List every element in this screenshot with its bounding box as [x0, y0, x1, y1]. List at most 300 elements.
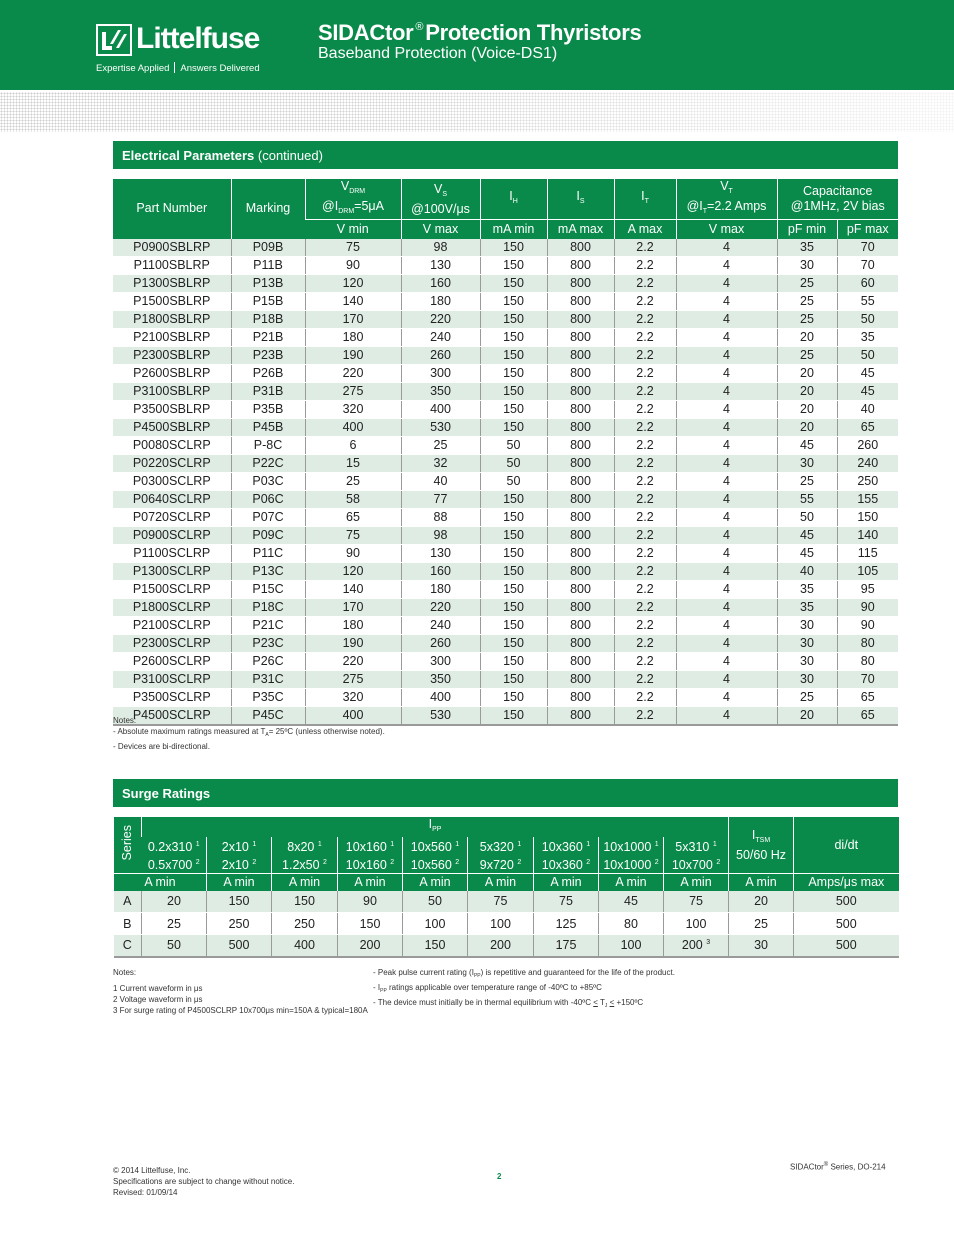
table-cell — [599, 913, 664, 935]
table-cell: 115 — [837, 544, 898, 562]
note-r2-subscript: PP — [380, 988, 387, 994]
table-cell: 40 — [777, 562, 837, 580]
cell-value: 100 — [685, 916, 707, 931]
table-cell: 4 — [676, 382, 777, 400]
table-cell: 800 — [547, 292, 614, 310]
note-r3-le: < — [593, 998, 598, 1007]
unit-cell: A min — [114, 874, 207, 891]
table-cell: P3500SBLRP — [113, 400, 231, 418]
table-row — [113, 526, 898, 544]
cell-value: 80 — [624, 916, 638, 931]
table-cell: P2300SBLRP — [113, 346, 231, 364]
table-cell: 105 — [837, 562, 898, 580]
footer-series — [790, 1162, 886, 1172]
table-cell: 4 — [676, 580, 777, 598]
table-cell: 260 — [401, 634, 480, 652]
table-cell: 65 — [837, 706, 898, 725]
unit-cell: A min — [729, 874, 794, 891]
table-cell: P3100SCLRP — [113, 670, 231, 688]
table-row — [113, 418, 898, 436]
table-row — [113, 274, 898, 292]
table-cell: 50 — [480, 472, 547, 490]
waveform-header — [272, 837, 338, 874]
cell-value: B — [123, 916, 132, 931]
table-cell: 80 — [837, 634, 898, 652]
is-subscript: S — [579, 198, 585, 205]
table-cell: 150 — [480, 670, 547, 688]
table-cell: 50 — [480, 454, 547, 472]
table-cell: 190 — [305, 346, 401, 364]
cell-value: A — [123, 894, 132, 909]
table-cell: 150 — [480, 526, 547, 544]
waveform-current: 10x560 — [410, 840, 452, 854]
unit-cell: pF min — [777, 220, 837, 239]
waveform-header — [534, 837, 599, 874]
table-cell: 800 — [547, 688, 614, 706]
dot-pattern-fade — [0, 92, 954, 132]
note-r2-b: ratings applicable over temperature range of -40ºC to +85ºC — [386, 983, 602, 992]
table-cell: P0640SCLRP — [113, 490, 231, 508]
table-cell: 4 — [676, 634, 777, 652]
table-cell — [338, 891, 403, 913]
footnote-1: 1 — [252, 841, 257, 848]
table-cell: P2100SCLRP — [113, 616, 231, 634]
table-row — [113, 634, 898, 652]
table-cell: 250 — [837, 472, 898, 490]
footnote-2: 2 — [517, 859, 522, 866]
col-part-number: Part Number — [113, 179, 231, 239]
table-cell — [142, 891, 207, 913]
unit-cell: A min — [338, 874, 403, 891]
table-cell: P21B — [231, 328, 305, 346]
electrical-notes-title: Notes: — [113, 716, 137, 725]
itsm-symbol: I — [751, 827, 756, 842]
surge-note-r2 — [373, 982, 675, 997]
littelfuse-logo — [96, 22, 276, 74]
ipp-symbol: I — [428, 817, 433, 831]
col-ipp — [142, 817, 729, 837]
table-cell: 32 — [401, 454, 480, 472]
table-row — [113, 256, 898, 274]
table-cell: P0900SBLRP — [113, 239, 231, 257]
table-cell: 170 — [305, 598, 401, 616]
cell-value: 400 — [294, 938, 315, 953]
surge-note-r1 — [373, 967, 675, 982]
table-cell: P35C — [231, 688, 305, 706]
surge-note-3: 3 For surge rating of P4500SCLRP 10x700μs min=150A & typical=180A — [113, 1006, 368, 1015]
table-cell: P45C — [231, 706, 305, 725]
waveform-current: 10x360 — [541, 840, 583, 854]
table-cell: 150 — [480, 274, 547, 292]
table-cell: 90 — [305, 256, 401, 274]
table-cell: 800 — [547, 328, 614, 346]
table-cell: 800 — [547, 382, 614, 400]
footnote-1: 1 — [195, 841, 200, 848]
table-cell: 30 — [777, 256, 837, 274]
table-cell: 4 — [676, 292, 777, 310]
table-cell: 800 — [547, 346, 614, 364]
page-subtitle: Baseband Protection (Voice-DS1) — [318, 45, 558, 62]
table-row — [113, 292, 898, 310]
footnote-1: 1 — [455, 841, 460, 848]
unit-cell: A min — [664, 874, 729, 891]
table-row — [113, 580, 898, 598]
surge-note-r3 — [373, 997, 675, 1012]
table-row — [113, 472, 898, 490]
table-cell: 150 — [480, 634, 547, 652]
table-cell: P2600SBLRP — [113, 364, 231, 382]
footnote-1: 1 — [712, 841, 717, 848]
table-cell: 2.2 — [614, 328, 676, 346]
vs-symbol: V — [433, 181, 443, 196]
table-cell: 4 — [676, 688, 777, 706]
waveform-header — [338, 837, 403, 874]
tagline-left: Expertise Applied — [96, 63, 170, 74]
table-cell: 25 — [305, 472, 401, 490]
unit-cell: A min — [272, 874, 338, 891]
vt-subscript: T — [728, 188, 733, 195]
table-cell: P0720SCLRP — [113, 508, 231, 526]
waveform-voltage: 1.2x50 — [282, 858, 320, 872]
table-cell: 45 — [837, 382, 898, 400]
table-cell: 88 — [401, 508, 480, 526]
footnote-1: 1 — [654, 841, 659, 848]
table-cell — [272, 935, 338, 957]
table-row — [113, 544, 898, 562]
footnote-1: 1 — [390, 841, 395, 848]
table-cell: 2.2 — [614, 274, 676, 292]
table-cell: 20 — [777, 364, 837, 382]
note-r3-a: - The device must initially be in thermal equilibrium with -40ºC — [373, 998, 594, 1007]
table-cell: 150 — [480, 508, 547, 526]
waveform-voltage: 9x720 — [479, 858, 514, 872]
cell-value: 150 — [228, 894, 250, 909]
table-cell: 2.2 — [614, 400, 676, 418]
table-cell: 800 — [547, 490, 614, 508]
table-cell: P26C — [231, 652, 305, 670]
col-capacitance — [777, 179, 898, 220]
table-cell: 800 — [547, 274, 614, 292]
table-cell: 4 — [676, 346, 777, 364]
surge-note-1: 1 Current waveform in μs — [113, 984, 203, 993]
waveform-current: 2x10 — [221, 840, 249, 854]
vdrm-cond-subscript: DRM — [338, 208, 355, 215]
table-cell: 300 — [401, 652, 480, 670]
series-label: Series — [119, 825, 134, 861]
vdrm-cond-a: @I — [322, 199, 339, 213]
footnote-2: 2 — [455, 859, 460, 866]
table-cell: 35 — [837, 328, 898, 346]
table-cell: 2.2 — [614, 598, 676, 616]
table-cell: 4 — [676, 616, 777, 634]
table-row — [113, 436, 898, 454]
note1-b: = 25ºC (unless otherwise noted). — [268, 727, 385, 736]
table-cell: 150 — [480, 239, 547, 257]
unit-cell: A min — [599, 874, 664, 891]
waveform-current: 10x1000 — [603, 840, 652, 854]
it-symbol: I — [641, 189, 645, 203]
table-cell — [272, 891, 338, 913]
table-cell: 800 — [547, 580, 614, 598]
table-cell: 65 — [837, 418, 898, 436]
table-cell: 25 — [777, 346, 837, 364]
table-row — [113, 670, 898, 688]
table-cell — [403, 935, 468, 957]
table-cell: P07C — [231, 508, 305, 526]
footer-left — [113, 1165, 294, 1198]
footnote-1: 1 — [517, 841, 522, 848]
table-cell: 98 — [401, 239, 480, 257]
table-cell: 30 — [777, 670, 837, 688]
table-row — [113, 364, 898, 382]
table-cell: 275 — [305, 670, 401, 688]
table-cell: P15C — [231, 580, 305, 598]
table-row — [113, 239, 898, 257]
col-ih — [480, 179, 547, 220]
electrical-note-2: - Devices are bi-directional. — [113, 742, 210, 751]
cell-value: 500 — [835, 916, 857, 931]
table-cell: 2.2 — [614, 292, 676, 310]
table-cell: P1500SCLRP — [113, 580, 231, 598]
table-cell: 4 — [676, 364, 777, 382]
table-cell — [207, 891, 272, 913]
cell-value: 125 — [555, 916, 577, 931]
unit-cell: mA min — [480, 220, 547, 239]
table-cell: P1800SCLRP — [113, 598, 231, 616]
table-cell: 20 — [777, 706, 837, 725]
table-cell: 4 — [676, 256, 777, 274]
table-cell: 2.2 — [614, 364, 676, 382]
waveform-current: 5x320 — [479, 840, 514, 854]
table-cell: 2.2 — [614, 544, 676, 562]
table-cell: 4 — [676, 400, 777, 418]
table-cell — [207, 935, 272, 957]
table-cell: P0220SCLRP — [113, 454, 231, 472]
table-cell: P09C — [231, 526, 305, 544]
table-cell: 50 — [777, 508, 837, 526]
note-r3-c: +150ºC — [614, 998, 644, 1007]
table-cell: 120 — [305, 274, 401, 292]
surge-ratings-table — [113, 817, 899, 958]
table-cell: 2.2 — [614, 652, 676, 670]
table-cell: 180 — [305, 616, 401, 634]
cell-value: 150 — [294, 894, 315, 909]
table-cell: 800 — [547, 454, 614, 472]
table-cell: 150 — [480, 346, 547, 364]
note1-subscript: A — [265, 732, 269, 738]
table-cell: 180 — [305, 328, 401, 346]
footnote-2: 2 — [390, 859, 395, 866]
table-cell: 4 — [676, 328, 777, 346]
table-cell: 50 — [837, 346, 898, 364]
waveform-header — [599, 837, 664, 874]
table-cell — [338, 913, 403, 935]
unit-cell: Amps/μs max — [794, 874, 899, 891]
col-vdrm — [305, 179, 401, 220]
vs-subscript: S — [442, 190, 447, 198]
table-cell: 2.2 — [614, 490, 676, 508]
table-cell: P2300SCLRP — [113, 634, 231, 652]
table-cell: 4 — [676, 274, 777, 292]
cell-value: 25 — [754, 916, 768, 931]
table-cell: 400 — [401, 688, 480, 706]
table-cell — [114, 913, 142, 935]
table-cell: 800 — [547, 598, 614, 616]
table-cell: 800 — [547, 652, 614, 670]
table-cell: P3500SCLRP — [113, 688, 231, 706]
col-is — [547, 179, 614, 220]
cell-value: 100 — [424, 916, 446, 931]
table-cell: 800 — [547, 562, 614, 580]
table-cell: 170 — [305, 310, 401, 328]
table-cell — [729, 891, 794, 913]
table-cell: 140 — [305, 580, 401, 598]
table-cell: 180 — [401, 580, 480, 598]
unit-cell: A min — [207, 874, 272, 891]
cell-value: 30 — [754, 938, 768, 953]
table-cell: 800 — [547, 436, 614, 454]
table-cell: 2.2 — [614, 616, 676, 634]
table-cell — [599, 935, 664, 957]
table-cell: 160 — [401, 562, 480, 580]
surge-header-row-1 — [114, 817, 899, 837]
table-cell — [272, 913, 338, 935]
table-cell: 150 — [837, 508, 898, 526]
waveform-current: 8x20 — [287, 840, 315, 854]
surge-note-2: 2 Voltage waveform in μs — [113, 995, 203, 1004]
table-cell: 150 — [480, 688, 547, 706]
table-cell: P1100SBLRP — [113, 256, 231, 274]
table-cell: P35B — [231, 400, 305, 418]
waveform-voltage: 2x10 — [221, 858, 249, 872]
cell-value: 50 — [428, 894, 442, 909]
table-cell: 30 — [777, 634, 837, 652]
electrical-parameters-table — [113, 179, 898, 726]
table-cell — [729, 935, 794, 957]
table-cell: P2100SBLRP — [113, 328, 231, 346]
table-cell: 4 — [676, 418, 777, 436]
cell-value: 45 — [624, 894, 638, 909]
note-r2-a: - I — [373, 983, 381, 992]
table-cell: 2.2 — [614, 688, 676, 706]
waveform-current: 5x310 — [675, 840, 710, 854]
table-cell: 60 — [837, 274, 898, 292]
table-cell: 400 — [305, 418, 401, 436]
cell-value: 100 — [490, 916, 511, 931]
table-cell: 800 — [547, 634, 614, 652]
table-cell: 2.2 — [614, 454, 676, 472]
vdrm-subscript: DRM — [349, 188, 366, 195]
waveform-header — [403, 837, 468, 874]
table-cell: P26B — [231, 364, 305, 382]
table-cell: 4 — [676, 598, 777, 616]
brand-tagline — [96, 62, 260, 74]
waveform-voltage: 10x1000 — [603, 858, 652, 872]
table-cell: 800 — [547, 239, 614, 257]
table-cell: P45B — [231, 418, 305, 436]
table-cell: 160 — [401, 274, 480, 292]
table-row — [113, 346, 898, 364]
table-cell: 800 — [547, 310, 614, 328]
is-symbol: I — [576, 189, 580, 203]
waveform-voltage: 0.5x700 — [147, 858, 193, 872]
footnote-2: 2 — [252, 859, 257, 866]
table-cell: 40 — [401, 472, 480, 490]
table-cell: 530 — [401, 706, 480, 725]
table-cell: 220 — [401, 310, 480, 328]
table-cell: 220 — [305, 652, 401, 670]
table-cell: 800 — [547, 508, 614, 526]
table-row — [114, 913, 899, 935]
table-cell: 190 — [305, 634, 401, 652]
unit-cell: A min — [534, 874, 599, 891]
table-cell — [794, 935, 899, 957]
table-cell: 70 — [837, 256, 898, 274]
table-cell: 800 — [547, 544, 614, 562]
ih-subscript: H — [512, 198, 518, 205]
table-cell: 70 — [837, 670, 898, 688]
table-cell: 530 — [401, 418, 480, 436]
table-cell: 150 — [480, 598, 547, 616]
footnote-2: 2 — [586, 859, 591, 866]
table-cell: 4 — [676, 310, 777, 328]
table-cell: 240 — [401, 616, 480, 634]
table-cell: 20 — [777, 400, 837, 418]
cell-value: 20 — [754, 894, 768, 909]
title-rest: Protection Thyristors — [425, 20, 642, 45]
table-cell — [664, 935, 729, 957]
table-cell: 2.2 — [614, 670, 676, 688]
table-cell: P0080SCLRP — [113, 436, 231, 454]
cell-value: 200 — [681, 938, 703, 953]
vt-symbol: V — [720, 179, 729, 193]
table-cell: P1800SBLRP — [113, 310, 231, 328]
cell-value: C — [122, 938, 132, 953]
table-cell: 98 — [401, 526, 480, 544]
table-cell: 30 — [777, 454, 837, 472]
table-cell: 800 — [547, 706, 614, 725]
table-row — [113, 490, 898, 508]
footer-series-reg: ® — [823, 1162, 829, 1168]
table-cell: 95 — [837, 580, 898, 598]
table-cell: 65 — [837, 688, 898, 706]
table-cell: 25 — [777, 274, 837, 292]
col-marking: Marking — [231, 179, 305, 239]
electrical-note-1 — [113, 726, 385, 741]
electrical-notes — [113, 715, 385, 752]
table-cell: 4 — [676, 670, 777, 688]
ipp-subscript: PP — [432, 826, 442, 833]
table-cell: 77 — [401, 490, 480, 508]
table-cell — [664, 913, 729, 935]
table-cell: 20 — [777, 328, 837, 346]
electrical-parameters-suffix: (continued) — [257, 148, 323, 163]
table-cell: 80 — [837, 652, 898, 670]
table-cell — [114, 935, 142, 957]
table-cell: 4 — [676, 508, 777, 526]
table-cell: 45 — [777, 526, 837, 544]
table-cell: 4 — [676, 706, 777, 725]
table-cell: 260 — [401, 346, 480, 364]
table-cell: 2.2 — [614, 472, 676, 490]
cell-value: 150 — [424, 938, 446, 953]
table-cell: P13B — [231, 274, 305, 292]
table-cell: P1100SCLRP — [113, 544, 231, 562]
cell-value: 200 — [490, 938, 511, 953]
table-cell: P1500SBLRP — [113, 292, 231, 310]
table-cell: P2600SCLRP — [113, 652, 231, 670]
cell-value: 75 — [493, 894, 508, 909]
